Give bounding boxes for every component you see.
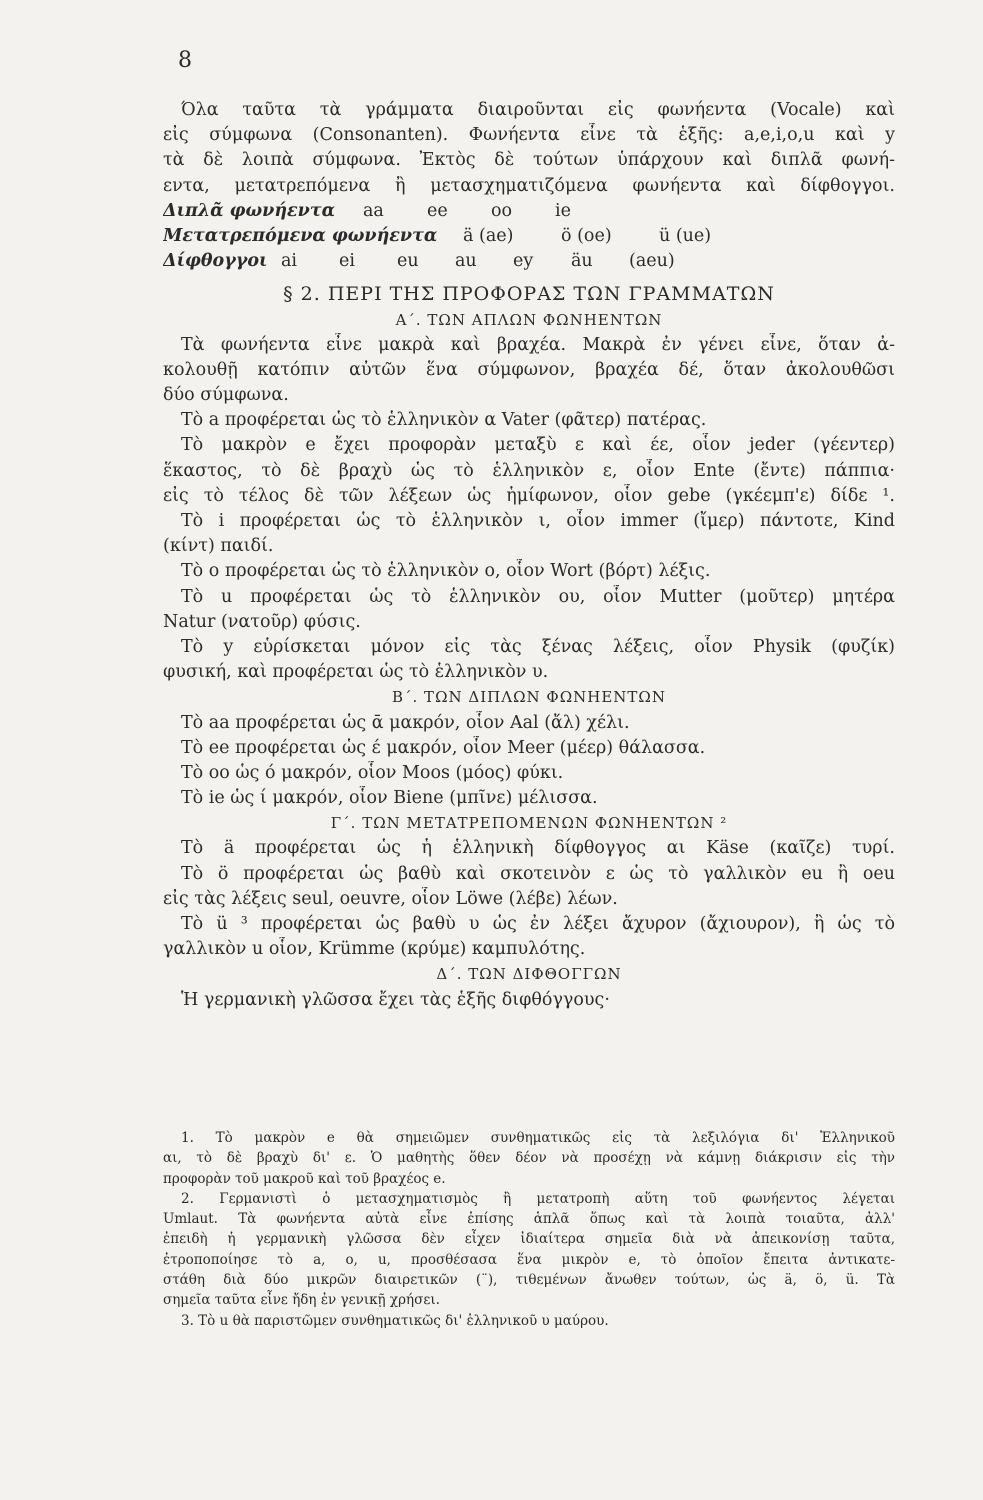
- footnote-line: 2. Γερμανιστὶ ὁ μετασχηματισμὸς ἢ μετατροπὴ αὕτη τοῦ φωνήεντος λέγεται: [181, 1190, 895, 1207]
- vowel-item: ä (ae): [463, 225, 514, 246]
- diphthong-item: (aeu): [629, 251, 675, 272]
- subheading-simple-vowels: Α΄. ΤΩΝ ΑΠΛΩΝ ΦΩΝΗΕΝΤΩΝ: [395, 310, 663, 329]
- double-vowels-row: [163, 199, 895, 224]
- text-line: Τὸ i προφέρεται ὡς τὸ ἑλληνικὸν ι, οἷον immer (ἴμερ) πάντοτε, Kind: [181, 511, 895, 531]
- text-line: κολουθῇ κατόπιν αὐτῶν ἕνα σύμφωνον, βραχέα δέ, ὅταν ἀκολουθῶσι: [163, 359, 895, 380]
- diphthong-item: ei: [339, 251, 355, 272]
- text-line: Ἡ γερμανικὴ γλῶσσα ἔχει τὰς ἑξῆς διφθόγγους·: [181, 989, 610, 1010]
- footnote-line: ἐτροποποίησε τὸ a, o, u, προσθέσασα ἕνα μικρὸν e, τὸ ὁποῖον ἔπειτα ἀντικατε-: [163, 1251, 895, 1268]
- text-line: Τὸ u προφέρεται ὡς τὸ ἑλληνικὸν ου, οἷον Mutter (μοῦτερ) μητέρα: [181, 586, 895, 607]
- text-line: Όλα ταῦτα τὰ γράμματα διαιροῦνται εἰς φωνήεντα (Vocale) καὶ: [181, 100, 895, 120]
- diphthong-item: au: [455, 251, 477, 272]
- text-line: Τὸ ä προφέρεται ὡς ἡ ἑλληνικὴ δίφθογγος αι Käse (καῖζε) τυρί.: [181, 838, 895, 859]
- text-line: εἰς τὸ τέλος δὲ τῶν λέξεων ὡς ἡμίφωνον, οἷον gebe (γκέεμπ'ε) δίδε ¹.: [163, 485, 895, 506]
- text-line: Natur (νατοῦρ) φύσις.: [163, 611, 361, 632]
- text-line: (κίντ) παιδί.: [163, 536, 274, 557]
- subheading-double-vowels: Β΄. ΤΩΝ ΔΙΠΛΩΝ ΦΩΝΗΕΝΤΩΝ: [392, 688, 666, 707]
- text-line: δύο σύμφωνα.: [163, 385, 289, 406]
- text-line: φυσική, καὶ προφέρεται ὡς τὸ ἑλληνικὸν υ.: [163, 662, 549, 683]
- text-line: τὰ δὲ λοιπὰ σύμφωνα. Ἐκτὸς δὲ τούτων ὑπάρχουν καὶ διπλᾶ φωνή-: [163, 150, 895, 171]
- text-line: ἕκαστος, τὸ δὲ βραχὺ ὡς τὸ ἑλληνικὸν ε, οἷον Ente (ἔντε) πάππια·: [163, 460, 895, 481]
- subheading-diphthongs: Δ΄. ΤΩΝ ΔΙΦΘΟΓΓΩΝ: [436, 965, 622, 984]
- text-line: εἰς τὰς λέξεις seul, oeuvre, οἷον Löwe (λέβε) λέων.: [163, 888, 618, 909]
- subheading-umlaut-vowels: Γ΄. ΤΩΝ ΜΕΤΑΤΡΕΠΟΜΕΝΩΝ ΦΩΝΗΕΝΤΩΝ ²: [330, 814, 728, 833]
- diphthong-item: ey: [513, 251, 534, 272]
- main-text: [163, 98, 895, 1013]
- footnote-line: ἐπειδὴ ἡ γερμανικὴ γλῶσσα δὲν εἶχεν ἰδιαίτερα σημεῖα διὰ νὰ ἀπεικονίσῃ ταῦτα,: [163, 1231, 895, 1248]
- footnote-line: Umlaut. Τὰ φωνήεντα αὐτὰ εἶνε ἐπίσης ἁπλᾶ ὅπως καὶ τὰ λοιπὰ τοιαῦτα, ἀλλ': [163, 1211, 895, 1228]
- text-line: εντα, μετατρεπόμενα ἢ μετασχηματιζόμενα φωνήεντα καὶ δίφθογγοι.: [163, 175, 895, 196]
- footnote-line: στάθη διὰ δύο μικρῶν διαιρετικῶν (¨), τιθεμένων ἄνωθεν τούτων, ὡς ä, ö, ü. Τὰ: [163, 1272, 895, 1289]
- vowel-item: ee: [427, 200, 448, 221]
- diphthong-item: ai: [281, 251, 298, 272]
- text-line: εἰς σύμφωνα (Consonanten). Φωνήεντα εἶνε τὰ ἑξῆς: a,e,i,o,u καὶ y: [163, 125, 895, 146]
- text-line: Τὸ o προφέρεται ὡς τὸ ἑλληνικὸν ο, οἷον Wort (βόρτ) λέξις.: [181, 561, 711, 582]
- vowel-item: ü (ue): [659, 225, 712, 246]
- text-line: Τὸ ee προφέρεται ὡς έ μακρόν, οἷον Meer (μέερ) θάλασσα.: [181, 737, 706, 758]
- text-line: Τὸ ü ³ προφέρεται ὡς βαθὺ υ ὡς ἐν λέξει ἄχυρον (ἄχιουρον), ἢ ὡς τὸ: [181, 914, 895, 934]
- footnote-line: σημεῖα ταῦτα εἶνε ἤδη ἐν γενικῇ χρήσει.: [163, 1292, 440, 1309]
- double-vowels-label: Διπλᾶ φωνήεντα: [163, 200, 336, 221]
- diphthong-item: äu: [571, 251, 593, 272]
- vowel-item: aa: [363, 200, 384, 221]
- text-line: Τὸ a προφέρεται ὡς τὸ ἑλληνικὸν α Vater (φᾶτερ) πατέρας.: [181, 410, 707, 431]
- umlaut-vowels-row: [163, 224, 895, 249]
- footnotes: [163, 1128, 895, 1331]
- section-title: § 2. ΠΕΡΙ ΤΗΣ ΠΡΟΦΟΡΑΣ ΤΩΝ ΓΡΑΜΜΑΤΩΝ: [283, 283, 775, 306]
- footnote-line: αι, τὸ δὲ βραχὺ δι' ε. Ὁ μαθητὴς ὅθεν δέον νὰ προσέχῃ νὰ κάμνῃ διάκρισιν εἰς τὴν: [163, 1150, 895, 1167]
- text-line: Τὸ μακρὸν e ἔχει προφορὰν μεταξὺ ε καὶ έε, οἷον jeder (γέεντερ): [181, 435, 895, 456]
- text-line: Τὰ φωνήεντα εἶνε μακρὰ καὶ βραχέα. Μακρὰ ἐν γένει εἶνε, ὅταν ἀ-: [181, 334, 895, 355]
- diphthong-item: eu: [397, 251, 419, 272]
- vowel-item: oo: [491, 200, 513, 221]
- diphthongs-label: Δίφθογγοι: [163, 251, 268, 272]
- footnote-line: 1. Τὸ μακρὸν e θὰ σημειῶμεν συνθηματικῶς εἰς τὰ λεξιλόγια δι' Ἑλληνικοῦ: [181, 1130, 895, 1146]
- diphthongs-row: [163, 249, 895, 274]
- text-line: Τὸ aa προφέρεται ὡς ᾱ μακρόν, οἷον Aal (ἄλ) χέλι.: [181, 712, 630, 733]
- text-line: Τὸ ie ὡς ί μακρόν, οἷον Biene (μπῖνε) μέλισσα.: [181, 788, 598, 809]
- text-line: Τὸ oo ὡς ό μακρόν, οἷον Moos (μόος) φύκι.: [181, 762, 564, 783]
- footnote-line: 3. Τὸ u θὰ παριστῶμεν συνθηματικῶς δι' ἑλληνικοῦ υ μαύρου.: [181, 1312, 609, 1329]
- text-line: γαλλικὸν u οἷον, Krümme (κρύμε) καμπυλότης.: [163, 939, 586, 960]
- footnote-line: προφορὰν τοῦ μακροῦ καὶ τοῦ βραχέος e.: [163, 1170, 446, 1187]
- vowel-item: ie: [555, 200, 571, 221]
- umlaut-vowels-label: Μετατρεπόμενα φωνήεντα: [163, 225, 438, 246]
- text-line: Τὸ y εὑρίσκεται μόνον εἰς τὰς ξένας λέξεις, οἷον Physik (φυζίκ): [181, 636, 895, 657]
- page-number: 8: [178, 48, 192, 73]
- text-line: Τὸ ö προφέρεται ὡς βαθὺ καὶ σκοτεινὸν ε ὡς τὸ γαλλικὸν eu ἢ oeu: [181, 863, 895, 884]
- vowel-item: ö (oe): [561, 225, 612, 246]
